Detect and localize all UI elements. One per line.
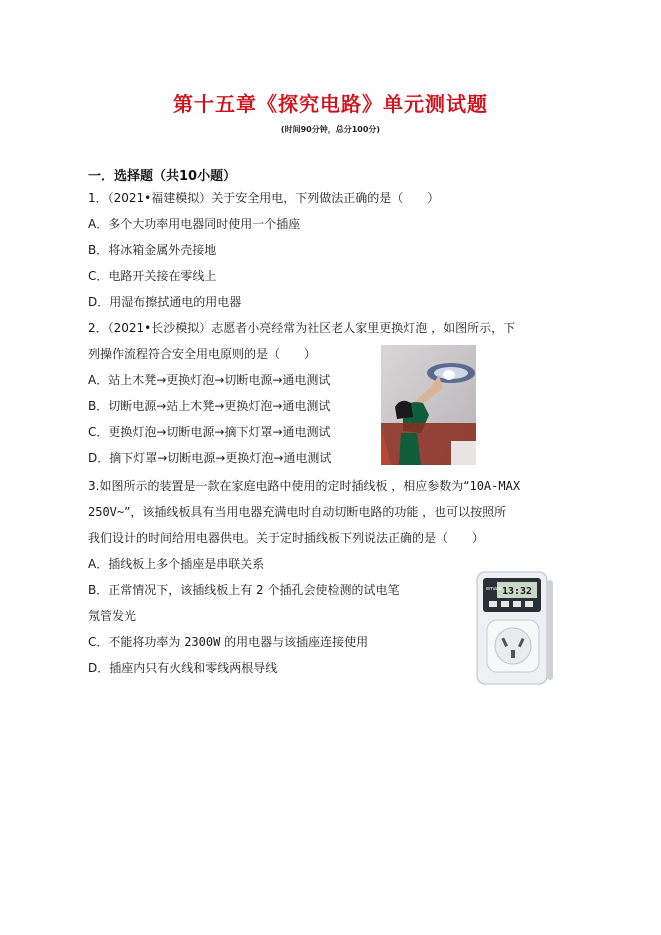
question-3-stem-spec-b: 250V~ xyxy=(88,505,125,519)
question-3-stem-text-b: ”，该插线板具有当用电器充满电时自动切断电路的功能 ，也可以按照所 xyxy=(124,505,507,519)
question-1-option-d: D．用湿布擦拭通电的用电器 xyxy=(88,295,242,309)
timer-socket-image xyxy=(475,570,555,690)
question-3-option-c xyxy=(88,634,368,650)
question-1-stem: 1．（2021•福建模拟）关于安全用电，下列做法正确的是（ ） xyxy=(88,191,440,205)
document-subtitle: (时间90分钟，总分100分) xyxy=(280,125,381,134)
section-heading: 一．选择题（共10小题） xyxy=(88,169,237,184)
question-1-option-c: C．电路开关接在零线上 xyxy=(88,269,217,283)
question-3-option-c-power: 2300W xyxy=(184,635,221,649)
question-2-stem-line-2: 列操作流程符合安全用电原则的是（ ） xyxy=(88,347,317,361)
document-title: 第十五章《探究电路》单元测试题 xyxy=(173,92,488,116)
question-2-option-a: A．站上木凳→更换灯泡→切断电源→通电测试 xyxy=(88,373,331,387)
question-3-option-b-line-2: 氖管发光 xyxy=(88,609,137,623)
question-2-option-d: D．摘下灯罩→切断电源→更换灯泡→通电测试 xyxy=(88,451,332,465)
question-3-stem-line-3: 我们设计的时间给用电器供电。关于定时插线板下列说法正确的是（ ） xyxy=(88,531,485,545)
question-1-option-b: B．将冰箱金属外壳接地 xyxy=(88,243,217,257)
question-3-stem-spec-a: 10A-MAX xyxy=(469,479,521,493)
question-3-option-b-line-1: B．正常情况下，该插线板上有 2 个插孔会使检测的试电笔 xyxy=(88,583,400,597)
question-2-stem-line-1: 2．（2021•长沙模拟）志愿者小亮经常为社区老人家里更换灯泡 ，如图所示，下 xyxy=(88,321,516,335)
question-1-option-a: A．多个大功率用电器同时使用一个插座 xyxy=(88,217,301,231)
timer-display-text: 13:32 xyxy=(501,586,533,597)
question-3-stem-line-1 xyxy=(88,478,520,494)
question-2-option-b: B．切断电源→站上木凳→更换灯泡→通电测试 xyxy=(88,399,331,413)
question-3-stem-line-2 xyxy=(88,504,506,520)
question-3-stem-text-a: 3.如图所示的装置是一款在家庭电路中使用的定时插线板 ，相应参数为“ xyxy=(88,479,470,493)
timer-brand-text: emate xyxy=(486,586,503,592)
lightbulb-photo xyxy=(381,345,476,465)
question-3-option-d: D．插座内只有火线和零线两根导线 xyxy=(88,661,278,675)
question-3-option-c-text-b: 的用电器与该插座连接使用 xyxy=(220,635,369,649)
question-3-option-c-text-a: C．不能将功率为 xyxy=(88,635,185,649)
question-2-option-c: C．更换灯泡→切断电源→摘下灯罩→通电测试 xyxy=(88,425,331,439)
question-3-option-a: A．插线板上多个插座是串联关系 xyxy=(88,557,265,571)
